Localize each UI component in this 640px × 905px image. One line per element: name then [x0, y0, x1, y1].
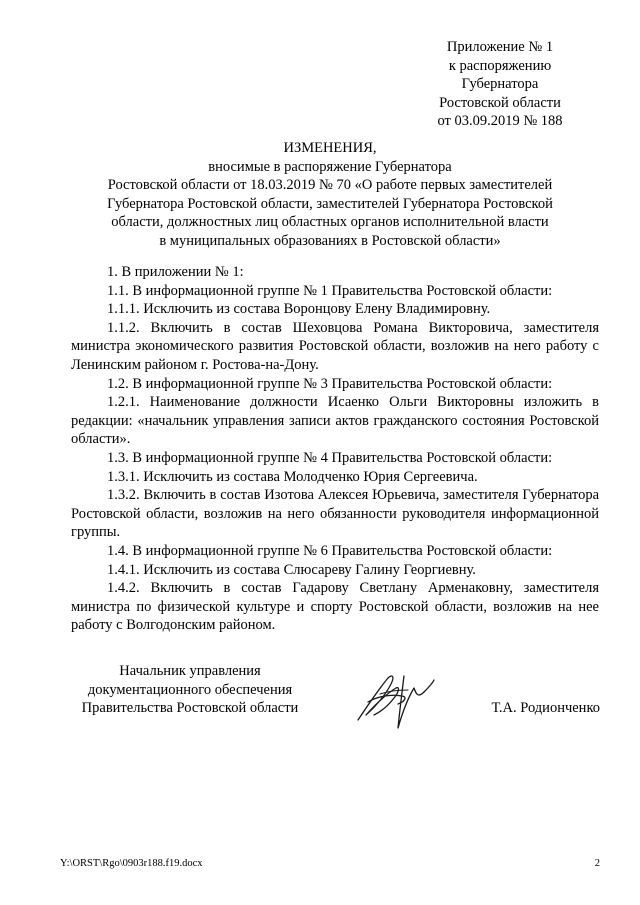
document-body: [71, 263, 599, 635]
body-paragraph: 1.1.1. Исключить из состава Воронцову Елену Владимировну.: [107, 301, 491, 318]
body-paragraph: 1.2.1. Наименование должности Исаенко Ольги Викторовны изложить в редакции: «начальник управления записи актов гражданского состояния Ростовской области».: [71, 394, 599, 448]
signatory-position: [60, 662, 320, 718]
document-heading: [60, 139, 600, 251]
annex-line: Ростовской области: [439, 94, 561, 111]
position-line: документационного обеспечения: [87, 681, 293, 698]
heading-title: ИЗМЕНЕНИЯ,: [283, 140, 377, 156]
body-paragraph: 1. В приложении № 1:: [107, 264, 244, 280]
position-line: Начальник управления: [119, 663, 261, 679]
heading-line: Ростовской области от 18.03.2019 № 70 «О работе первых заместителей: [107, 177, 553, 194]
annex-line: от 03.09.2019 № 188: [437, 113, 563, 130]
signatory-name: Т.А. Родионченко: [491, 700, 600, 716]
body-paragraph: 1.3. В информационной группе № 4 Правительства Ростовской области:: [107, 449, 553, 466]
file-path: Y:\ORST\Rgo\0903r188.f19.docx: [60, 858, 203, 869]
annex-line: Губернатора: [461, 76, 539, 93]
body-paragraph: 1.4.2. Включить в состав Гадарову Светлану Арменаковну, заместителя министра по физической культуре и спорту Ростовской области, возложив на нее работу с Волгодонским районом.: [71, 580, 599, 634]
heading-line: вносимые в распоряжение Губернатора: [208, 158, 452, 175]
heading-line: в муниципальных образованиях в Ростовской области»: [159, 232, 501, 249]
body-paragraph: 1.1. В информационной группе № 1 Правительства Ростовской области:: [107, 282, 553, 299]
body-paragraph: 1.3.2. Включить в состав Изотова Алексея Юрьевича, заместителя Губернатора Ростовской области, возложив на него обязанности руководителя информационной группы.: [71, 487, 599, 541]
annex-line: Приложение № 1: [446, 39, 554, 55]
heading-line: Губернатора Ростовской области, заместителей Губернатора Ростовской: [107, 195, 553, 212]
position-line: Правительства Ростовской области: [81, 700, 299, 717]
body-paragraph: 1.4. В информационной группе № 6 Правительства Ростовской области:: [107, 542, 553, 559]
handwritten-signature: [352, 668, 436, 734]
page-number: 2: [594, 858, 600, 869]
body-paragraph: 1.1.2. Включить в состав Шеховцова Романа Викторовича, заместителя министра экономического развития Ростовской области, возложив на него работу с Ленинским районом г. Ростова-на-Дону.: [71, 319, 599, 373]
heading-line: области, должностных лиц областных органов исполнительной власти: [111, 214, 549, 231]
body-paragraph: 1.4.1. Исключить из состава Слюсареву Галину Георгиевну.: [107, 561, 476, 578]
annex-line: к распоряжению: [448, 57, 552, 74]
annex-block: [400, 38, 600, 131]
body-paragraph: 1.2. В информационной группе № 3 Правительства Ростовской области:: [107, 375, 553, 392]
body-paragraph: 1.3.1. Исключить из состава Молодченко Юрия Сергеевича.: [107, 468, 478, 485]
